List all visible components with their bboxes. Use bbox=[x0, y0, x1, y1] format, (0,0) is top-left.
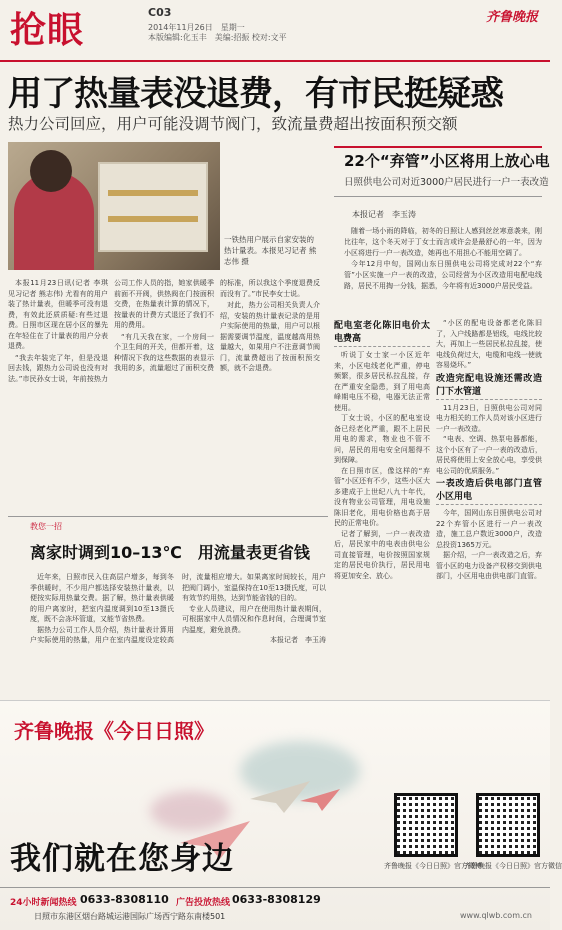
masthead-logo: 齐鲁晚报 bbox=[485, 10, 538, 25]
qr-label: 齐鲁晚报《今日日照》官方微博 bbox=[384, 862, 482, 870]
ad-slogan: 我们就在您身边 bbox=[10, 841, 234, 877]
article-paragraph: 对此，热力公司相关负责人介绍，安装的热计量表记录的是用户实际使用的热量，用户可以根据需要调节温度，温度越高用热量越大，如果用户不注意调节阀门，流量费超出了按面积预交额，就不会退费。 bbox=[220, 301, 320, 372]
main-article-body bbox=[8, 278, 320, 514]
article-paragraph: 专业人员建议，用户在使用热计量表期间，可根据家中人员情况和作息时间，合理调节室内温度，避免浪费。 bbox=[182, 604, 326, 634]
dateline: 2014年11月26日 星期一 bbox=[148, 23, 245, 32]
heat-meter-box bbox=[98, 162, 208, 252]
ad-label: 广告投放热线 bbox=[176, 898, 231, 908]
article-byline: 本报记者 李玉涛 bbox=[270, 636, 326, 644]
column-tag: 教您一招 bbox=[30, 522, 62, 531]
article-paragraph: 据热力公司工作人员介绍，热计量表计算用户实际使用的热量，用户在室内温度设定较高时，流量相应增大。如果离家时间较长，用户把阀门调小，室温保持在10至13摄氏度，可以有效节约用热，达到节能省钱的目的。 bbox=[30, 573, 326, 644]
pipe-shape bbox=[108, 216, 198, 222]
article-paragraph: 听说丁女士家一小区近年来，小区电线老化严重，停电频繁，很多居民私拉乱接，存在严重安全隐患，到了用电高峰期电压不稳，电器无法正常使用。 bbox=[334, 351, 430, 412]
editors-line: 本版编辑:化玉丰 美编:招振 校对:文平 bbox=[148, 33, 287, 42]
article-paragraph: “电表、空调、热泵电器都能，这个小区有了一户一表的改造后，居民将使用上安全放心电，享受供电公司的优质服务。” bbox=[436, 435, 542, 475]
section-title: 抢眼 bbox=[10, 10, 85, 51]
article-paragraph: “小区的配电设备都老化陈旧了，入户线路都是铝线，电线比较大，再加上一些居民私拉乱接，使电线负荷过大，电缆和电线一使就容易烧坏。” bbox=[436, 319, 542, 369]
section-subhead: 改造完配电设施还需改造门下水管道 bbox=[436, 373, 542, 400]
news-photo bbox=[8, 142, 220, 270]
side-subheadline: 日照供电公司对近3000户居民进行一户一表改造 bbox=[344, 177, 549, 188]
article-paragraph: 记者了解到，一户一表改造后，居民家中的电表由供电公司直接管理，电价按照国家规定的居民电价执行，居民用电将更加安全、放心。 bbox=[334, 529, 430, 580]
qr-code bbox=[476, 793, 540, 857]
side-column-middle bbox=[334, 318, 430, 580]
article-paragraph: “有几天我在家，一个房间一个卫生间的开关，但都开着，这种情况下我的这些数据的表显示我用的多，流量超过了面积交费的标准，所以我这个季度退费反而没有了。”市民李女士说。 bbox=[114, 279, 320, 372]
side-headline: 22个“弃管”小区将用上放心电 bbox=[344, 152, 550, 170]
qr-label: 齐鲁晚报《今日日照》官方微信 bbox=[464, 862, 562, 870]
ad-logo: 齐鲁晚报《今日日照》 bbox=[14, 719, 214, 743]
section-subhead: 配电室老化陈旧电价太电费高 bbox=[334, 320, 430, 347]
ad-url: www.qlwb.com.cn bbox=[460, 911, 532, 920]
page-number: C03 bbox=[148, 6, 172, 19]
article-paragraph: 丁女士说，小区的配电室设备已经老化严重，跟不上居民用电的需求，物业也不管不问，居民的用电安全问题得不到保障。 bbox=[334, 414, 430, 464]
divider bbox=[8, 516, 328, 517]
article-paragraph: 据介绍，一户一表改造之后，弃管小区的电力设备产权移交到供电部门，小区用电由供电部门直管。 bbox=[436, 551, 542, 580]
article-paragraph: “我去年装完了年，但是没退回去钱，跟热力公司说也没有对法。”市民孙女士说，年前按热力公司工作人员的指，她家供暖季前面不开阀，供热阀在门按面积交费，在热量表计算的情况下，按量表的计费方式退还了我们不用的费用。 bbox=[8, 279, 214, 383]
main-headline: 用了热量表没退费，有市民挺疑惑 bbox=[8, 74, 503, 114]
ad-address: 日照市东港区烟台路城运港国际广场西宁路东南楼501 bbox=[34, 912, 226, 921]
article-paragraph: 今年12月中旬，国网山东日照供电公司将完成对22个“弃管”小区实施一户一表的改造，公司经营为小区改造用电配电线路，居民不用掏一分钱，据悉，今年将有近3000户居民受益。 bbox=[344, 260, 542, 290]
side-byline: 本报记者 李玉涛 bbox=[352, 210, 416, 219]
pipe-shape bbox=[108, 190, 198, 196]
divider bbox=[0, 887, 550, 888]
article-paragraph: 在日照市区，像这样的“弃管”小区还有不少，这些小区大多建成于上世纪八九十年代，没有物业公司管理，用电设施陈旧老化，用电价格也高于居民的正常电价。 bbox=[334, 466, 430, 527]
article-paragraph: 本报11月23日讯(记者 李琪 见习记者 熊志伟) 尤看有的用户装了热计量表，但暖季可没有退费，有效此还质质疑:有些过退费。日照市区现在居小区的暴先在年轻住在了计量表的用户分表退费。 bbox=[8, 279, 108, 350]
article-paragraph: 11月23日，日照供电公司对同电力相关的工作人员对该小区进行一户一表改造。 bbox=[436, 403, 542, 433]
photo-caption: 一铁热用户展示自家安装的热计量表。本报见习记者 熊志伟 摄 bbox=[224, 235, 317, 266]
story2-body bbox=[30, 572, 326, 692]
qr-code bbox=[394, 793, 458, 857]
divider bbox=[334, 146, 542, 148]
ad-phone: 0633-8308129 bbox=[232, 893, 321, 906]
page-header bbox=[0, 0, 550, 62]
hotline-phone: 0633-8308110 bbox=[80, 893, 169, 906]
advertisement bbox=[0, 700, 562, 930]
person-head bbox=[30, 150, 72, 192]
article-paragraph: 今年，国网山东日照供电公司对22个弃管小区进行一户一表改造，施工总户数近3000户，改造总投资1365万元。 bbox=[436, 509, 542, 549]
divider bbox=[334, 196, 542, 197]
section-subhead: 一表改造后供电部门直管小区用电 bbox=[436, 478, 542, 505]
story2-headline: 离家时调到10–13℃ 用流量表更省钱 bbox=[30, 543, 310, 562]
hotline-label: 24小时新闻热线 bbox=[10, 898, 77, 908]
side-lead bbox=[344, 226, 542, 292]
main-subheadline: 热力公司回应，用户可能没调节阀门，致流量费超出按面积预交额 bbox=[8, 115, 458, 133]
article-paragraph: 近年来，日照市民入住高层户增多，每到冬季供暖时，不少用户都选择安装热计量表，以便按实际用热量交费。据了解，热计量表供暖的用户离家时，把室内温度调到10至13摄氏度，既不会冻坏管道，又能节省热费。 bbox=[30, 573, 174, 623]
paper-plane-icon bbox=[300, 789, 340, 813]
side-column-right bbox=[436, 318, 542, 580]
article-paragraph: 随着一场小雨的降临，初冬的日照让人感到丝丝寒意袭来，刚比往年，这个冬天对于丁女士而言或许会是最舒心的一年，因为小区将进行一户一表改造，她再也不用担心不能用空调了。 bbox=[344, 227, 542, 257]
